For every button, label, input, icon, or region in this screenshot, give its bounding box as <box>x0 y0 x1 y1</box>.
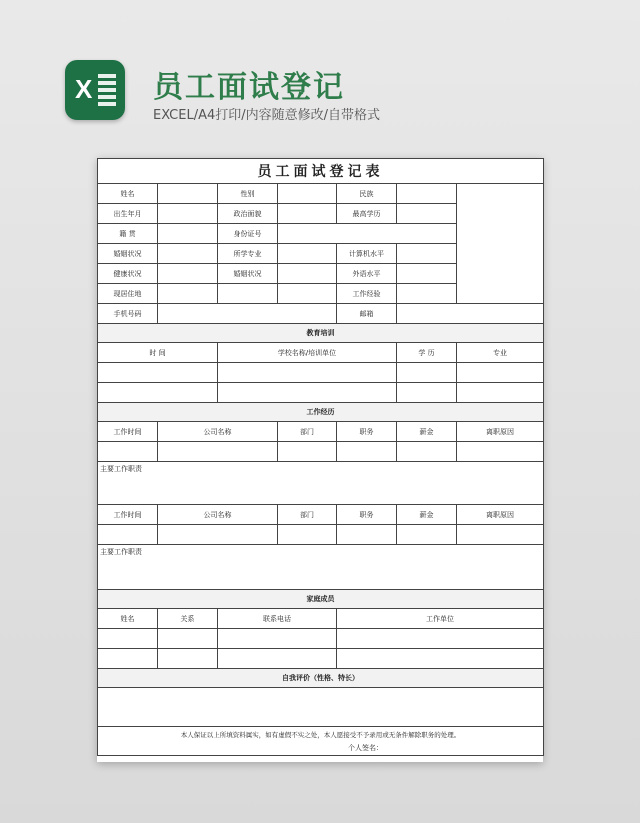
edu-cell[interactable] <box>218 363 397 383</box>
work-duty-1[interactable]: 主要工作职责 <box>98 462 544 505</box>
work-cell[interactable] <box>337 442 397 462</box>
photo-box[interactable] <box>457 184 544 304</box>
label-phone: 手机号码 <box>98 304 158 324</box>
col-work-position-2: 职务 <box>337 505 397 525</box>
family-cell[interactable] <box>158 629 218 649</box>
input-politics[interactable] <box>278 204 337 224</box>
col-work-reason-2: 离职原因 <box>457 505 544 525</box>
col-family-relation: 关系 <box>158 609 218 629</box>
label-birth: 出生年月 <box>98 204 158 224</box>
work-cell[interactable] <box>337 525 397 545</box>
label-major: 所学专业 <box>218 244 278 264</box>
label-marital-2: 婚姻状况 <box>218 264 278 284</box>
family-cell[interactable] <box>158 649 218 669</box>
work-cell[interactable] <box>457 442 544 462</box>
edu-cell[interactable] <box>98 383 218 403</box>
col-edu-school: 学校名称/培训单位 <box>218 343 397 363</box>
label-marital: 婚姻状况 <box>98 244 158 264</box>
label-health: 健康状况 <box>98 264 158 284</box>
input-health[interactable] <box>158 264 218 284</box>
family-cell[interactable] <box>337 649 544 669</box>
edu-cell[interactable] <box>397 383 457 403</box>
family-cell[interactable] <box>218 629 337 649</box>
work-cell[interactable] <box>397 442 457 462</box>
input-computer[interactable] <box>397 244 457 264</box>
excel-icon <box>65 60 125 120</box>
input-address[interactable] <box>158 284 218 304</box>
input-education[interactable] <box>397 204 457 224</box>
header <box>65 60 625 124</box>
work-cell[interactable] <box>278 442 337 462</box>
input-native[interactable] <box>158 224 218 244</box>
label-ethnicity: 民族 <box>337 184 397 204</box>
input-name[interactable] <box>158 184 218 204</box>
edu-cell[interactable] <box>457 383 544 403</box>
col-work-company: 公司名称 <box>158 422 278 442</box>
input-birth[interactable] <box>158 204 218 224</box>
col-work-salary-2: 薪金 <box>397 505 457 525</box>
input-language[interactable] <box>397 264 457 284</box>
edu-cell[interactable] <box>457 363 544 383</box>
work-cell[interactable] <box>397 525 457 545</box>
family-cell[interactable] <box>98 649 158 669</box>
edu-cell[interactable] <box>98 363 218 383</box>
section-family: 家庭成员 <box>98 590 544 609</box>
section-education: 教育培训 <box>98 324 544 343</box>
family-cell[interactable] <box>98 629 158 649</box>
col-work-dept: 部门 <box>278 422 337 442</box>
work-cell[interactable] <box>158 442 278 462</box>
col-edu-degree: 学 历 <box>397 343 457 363</box>
label-politics: 政治面貌 <box>218 204 278 224</box>
work-cell[interactable] <box>158 525 278 545</box>
col-family-name: 姓名 <box>98 609 158 629</box>
input-ethnicity[interactable] <box>397 184 457 204</box>
label-name: 姓名 <box>98 184 158 204</box>
family-cell[interactable] <box>218 649 337 669</box>
section-work: 工作经历 <box>98 403 544 422</box>
signature-label[interactable]: 个人签名： <box>98 741 544 756</box>
col-edu-major: 专业 <box>457 343 544 363</box>
grid-icon <box>98 74 116 106</box>
form-paper <box>97 158 543 762</box>
label-education: 最高学历 <box>337 204 397 224</box>
section-self: 自我评价（性格、特长） <box>98 669 544 688</box>
declaration-note: 本人保证以上所填资料属实，如有虚假不实之处，本人愿接受不予录用或无条件解除职务的处理。 <box>98 727 544 742</box>
col-family-workplace: 工作单位 <box>337 609 544 629</box>
form-table <box>97 158 544 756</box>
col-work-time: 工作时间 <box>98 422 158 442</box>
input-experience[interactable] <box>397 284 457 304</box>
label-gender: 性别 <box>218 184 278 204</box>
input-marital-2[interactable] <box>278 264 337 284</box>
input-address-3[interactable] <box>278 284 337 304</box>
label-language: 外语水平 <box>337 264 397 284</box>
input-gender[interactable] <box>278 184 337 204</box>
label-id: 身份证号 <box>218 224 278 244</box>
col-work-salary: 薪金 <box>397 422 457 442</box>
input-email[interactable] <box>397 304 544 324</box>
col-edu-time: 时 间 <box>98 343 218 363</box>
input-marital[interactable] <box>158 244 218 264</box>
col-work-reason: 离职原因 <box>457 422 544 442</box>
col-work-position: 职务 <box>337 422 397 442</box>
family-cell[interactable] <box>337 629 544 649</box>
label-experience: 工作经验 <box>337 284 397 304</box>
form-title: 员工面试登记表 <box>98 159 544 184</box>
label-native: 籍 贯 <box>98 224 158 244</box>
col-work-dept-2: 部门 <box>278 505 337 525</box>
input-id[interactable] <box>278 224 457 244</box>
edu-cell[interactable] <box>397 363 457 383</box>
excel-letter: X <box>75 74 93 104</box>
col-family-phone: 联系电话 <box>218 609 337 629</box>
page-title: 员工面试登记 <box>153 70 345 105</box>
input-major[interactable] <box>278 244 337 264</box>
label-email: 邮箱 <box>337 304 397 324</box>
page-subtitle: EXCEL/A4打印/内容随意修改/自带格式 <box>153 108 381 123</box>
work-duty-2[interactable]: 主要工作职责 <box>98 545 544 590</box>
col-work-time-2: 工作时间 <box>98 505 158 525</box>
input-address-2[interactable] <box>218 284 278 304</box>
work-cell[interactable] <box>457 525 544 545</box>
self-evaluation-box[interactable] <box>98 688 544 727</box>
label-address: 现居住地 <box>98 284 158 304</box>
input-phone[interactable] <box>158 304 337 324</box>
work-cell[interactable] <box>98 442 158 462</box>
work-cell[interactable] <box>278 525 337 545</box>
work-cell[interactable] <box>98 525 158 545</box>
edu-cell[interactable] <box>218 383 397 403</box>
label-computer: 计算机水平 <box>337 244 397 264</box>
col-work-company-2: 公司名称 <box>158 505 278 525</box>
